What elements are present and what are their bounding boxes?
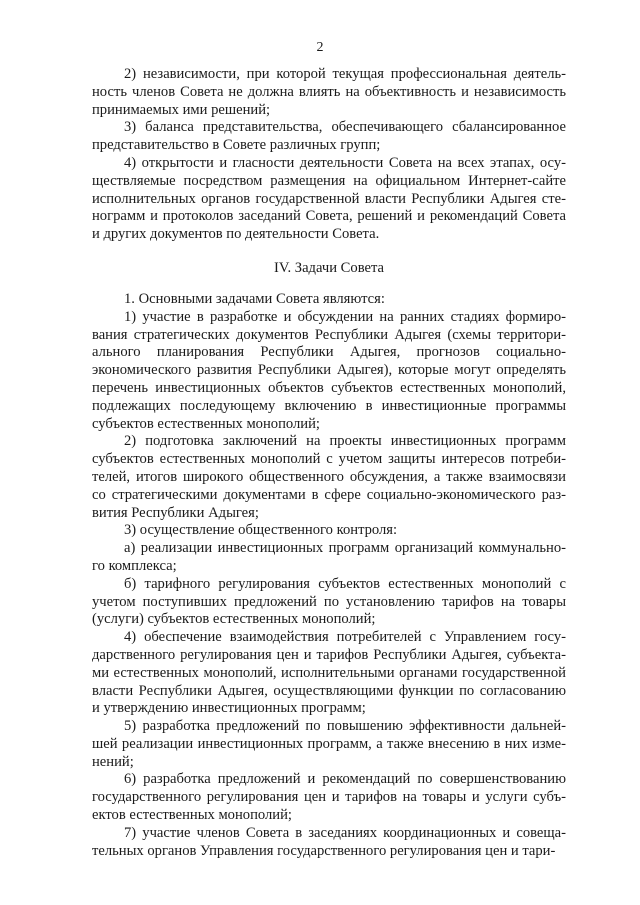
paragraph: [92, 629, 566, 718]
paragraph: [92, 825, 566, 861]
paragraph: [92, 309, 566, 434]
paragraph: [92, 576, 566, 629]
document-body: [92, 66, 566, 860]
text-line: ектов естественных монополий;: [92, 807, 292, 824]
text-line: 2) независимости, при которой текущая профессиональная деятель-: [124, 66, 566, 82]
text-line: ми естественных монополий, исполнительными органами государственной: [92, 664, 566, 681]
text-line: шей реализации инвестиционных программ, а также внесению в них изме-: [92, 735, 566, 752]
paragraph: [92, 522, 566, 540]
text-line: 3) баланса представительства, обеспечивающего сбалансированное: [124, 119, 566, 136]
text-line: а) реализации инвестиционных программ организаций коммунально-: [124, 540, 566, 557]
text-line: государственного регулирования цен и тарифов на товары и услуги субъ-: [92, 789, 566, 806]
paragraph: [92, 155, 566, 244]
text-line: б) тарифного регулирования субъектов естественных монополий с: [124, 575, 566, 592]
paragraphs-before-heading: [92, 66, 566, 244]
text-line: субъектов естественных монополий;: [92, 415, 320, 432]
paragraph: [92, 119, 566, 155]
text-line: перечень инвестиционных объектов субъектов естественных монополий,: [92, 379, 566, 396]
text-line: представительство в Совете различных групп;: [92, 137, 381, 154]
paragraph: [92, 433, 566, 522]
text-line: 6) разработка предложений и рекомендаций по совершенствованию: [124, 771, 566, 788]
text-line: 7) участие членов Совета в заседаниях координационных и совеща-: [124, 824, 566, 841]
text-line: ществляемые посредством размещения на официальном Интернет-сайте: [92, 172, 566, 189]
text-line: со стратегическими документами в сфере социально-экономического раз-: [92, 486, 566, 503]
text-line: 1) участие в разработке и обсуждении на ранних стадиях формиро-: [124, 308, 566, 325]
paragraph: [92, 540, 566, 576]
text-line: нограмм и протоколов заседаний Совета, решений и рекомендаций Совета: [92, 208, 566, 225]
text-line: нений;: [92, 753, 134, 770]
text-line: вития Республики Адыгея;: [92, 504, 259, 521]
text-line: 4) обеспечение взаимодействия потребителей с Управлением госу-: [124, 629, 566, 646]
text-line: 1. Основными задачами Совета являются:: [124, 290, 385, 307]
text-line: тельных органов Управления государственного регулирования цен и тари-: [92, 842, 556, 859]
text-line: исполнительных органов государственной власти Республики Адыгея сте-: [92, 190, 566, 207]
paragraph: [92, 771, 566, 824]
text-line: и утверждению инвестиционных программ;: [92, 700, 366, 717]
paragraph: [92, 291, 566, 309]
text-line: 4) открытости и гласности деятельности Совета на всех этапах, осу-: [124, 154, 566, 171]
text-line: го комплекса;: [92, 557, 177, 574]
text-line: подлежащих последующему включению в инвестиционные программы: [92, 397, 566, 414]
paragraph: [92, 718, 566, 771]
text-line: (услуги) субъектов естественных монополий;: [92, 611, 376, 628]
text-line: 2) подготовка заключений на проекты инвестиционных программ: [124, 433, 566, 450]
text-line: 5) разработка предложений по повышению эффективности дальней-: [124, 718, 566, 735]
text-line: учетом поступивших предложений по установлению тарифов на товары: [92, 593, 566, 610]
text-line: ального планирования Республики Адыгея, прогнозов социально-: [92, 344, 566, 361]
text-line: ность членов Совета не должна влиять на объективность и независимость: [92, 83, 566, 100]
text-line: вания стратегических документов Республики Адыгея (схемы территори-: [92, 326, 566, 343]
text-line: 3) осуществление общественного контроля:: [124, 522, 398, 539]
text-line: телей, итогов широкого общественного обсуждения, а также взаимосвязи: [92, 468, 566, 485]
text-line: и других документов по деятельности Совета.: [92, 226, 380, 243]
text-line: власти Республики Адыгея, осуществляющими функции по согласованию: [92, 682, 566, 699]
paragraphs-after-heading: [92, 291, 566, 861]
paragraph: [92, 66, 566, 119]
text-line: экономического развития Республики Адыгея), которые могут определять: [92, 362, 566, 379]
page-number: 2: [316, 40, 324, 55]
text-line: дарственного регулирования цен и тарифов Республики Адыгея, субъекта-: [92, 646, 566, 663]
section-heading: IV. Задачи Совета: [273, 259, 385, 276]
text-line: принимаемых ими решений;: [92, 101, 271, 118]
text-line: субъектов естественных монополий с учетом защиты интересов потреби-: [92, 451, 566, 468]
